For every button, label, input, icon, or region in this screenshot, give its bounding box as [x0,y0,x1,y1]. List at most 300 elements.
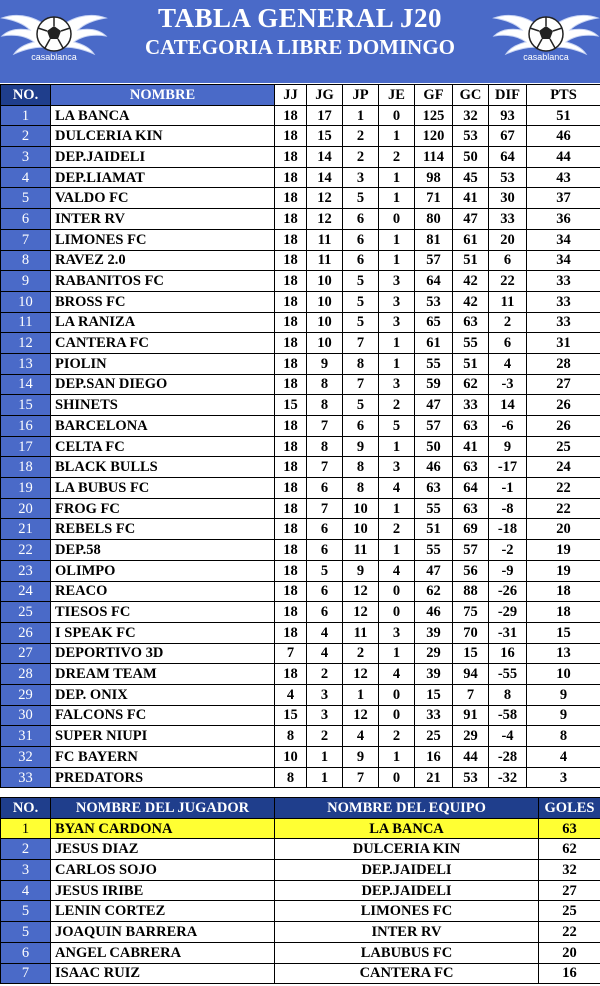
goals-for-cell: 53 [415,291,453,312]
won-cell: 14 [307,147,343,168]
won-cell: 9 [307,353,343,374]
goals-for-cell: 57 [415,250,453,271]
lost-cell: 7 [343,333,379,354]
won-cell: 11 [307,250,343,271]
points-cell: 22 [527,498,600,519]
lost-cell: 7 [343,374,379,395]
team-name-cell: CANTERA FC [275,963,539,984]
svg-text:casablanca: casablanca [523,52,569,62]
played-cell: 8 [275,726,307,747]
points-cell: 4 [527,747,600,768]
goal-diff-cell: 33 [489,209,527,230]
won-cell: 17 [307,105,343,126]
won-cell: 8 [307,374,343,395]
won-cell: 11 [307,229,343,250]
goals-cell: 32 [539,860,600,881]
table-row [1,705,600,726]
scorer-rank-cell: 7 [1,963,51,984]
goals-against-cell: 94 [453,664,489,685]
lost-cell: 2 [343,147,379,168]
played-cell: 18 [275,540,307,561]
lost-cell: 12 [343,664,379,685]
col-je: JE [379,85,415,106]
team-name-cell: VALDO FC [51,188,275,209]
table-row [1,963,600,984]
goals-for-cell: 39 [415,622,453,643]
won-cell: 8 [307,395,343,416]
table-row [1,860,600,881]
player-name-cell: LENIN CORTEZ [51,901,275,922]
goal-diff-cell: 16 [489,643,527,664]
goals-against-cell: 88 [453,581,489,602]
scorer-rank-cell: 3 [1,860,51,881]
player-name-cell: ANGEL CABRERA [51,942,275,963]
goals-for-cell: 55 [415,540,453,561]
scorer-rank-cell: 1 [1,818,51,839]
points-cell: 18 [527,602,600,623]
table-row [1,250,600,271]
goals-for-cell: 80 [415,209,453,230]
team-rank-cell: 31 [1,726,51,747]
lost-cell: 2 [343,126,379,147]
won-cell: 6 [307,602,343,623]
goal-diff-cell: -55 [489,664,527,685]
goal-diff-cell: -8 [489,498,527,519]
drawn-cell: 1 [379,126,415,147]
top-scorers-table [0,797,600,984]
goal-diff-cell: -6 [489,416,527,437]
team-name-cell: DEP.58 [51,540,275,561]
goals-against-cell: 7 [453,684,489,705]
won-cell: 3 [307,684,343,705]
won-cell: 10 [307,333,343,354]
lost-cell: 5 [343,395,379,416]
played-cell: 18 [275,167,307,188]
won-cell: 6 [307,478,343,499]
player-name-cell: JESUS DIAZ [51,839,275,860]
goal-diff-cell: 8 [489,684,527,705]
goals-against-cell: 29 [453,726,489,747]
goals-against-cell: 91 [453,705,489,726]
lost-cell: 6 [343,250,379,271]
goal-diff-cell: 20 [489,229,527,250]
won-cell: 6 [307,519,343,540]
won-cell: 4 [307,622,343,643]
goals-against-cell: 55 [453,333,489,354]
table-row [1,839,600,860]
goals-for-cell: 33 [415,705,453,726]
drawn-cell: 0 [379,684,415,705]
drawn-cell: 3 [379,312,415,333]
drawn-cell: 4 [379,664,415,685]
points-cell: 26 [527,395,600,416]
goals-cell: 16 [539,963,600,984]
goals-against-cell: 50 [453,147,489,168]
lost-cell: 9 [343,560,379,581]
goals-against-cell: 69 [453,519,489,540]
played-cell: 4 [275,684,307,705]
goals-against-cell: 44 [453,747,489,768]
played-cell: 18 [275,188,307,209]
table-row [1,622,600,643]
goal-diff-cell: -32 [489,767,527,788]
table-row [1,747,600,768]
scorer-rank-cell: 6 [1,942,51,963]
lost-cell: 6 [343,229,379,250]
played-cell: 18 [275,333,307,354]
table-row [1,333,600,354]
goals-for-cell: 16 [415,747,453,768]
goals-against-cell: 53 [453,767,489,788]
points-cell: 22 [527,478,600,499]
team-rank-cell: 9 [1,271,51,292]
team-rank-cell: 10 [1,291,51,312]
won-cell: 7 [307,457,343,478]
goal-diff-cell: -28 [489,747,527,768]
goals-against-cell: 70 [453,622,489,643]
won-cell: 10 [307,271,343,292]
team-name-cell: DULCERIA KIN [275,839,539,860]
goal-diff-cell: 93 [489,105,527,126]
scorers-header-row [1,798,600,819]
player-name-cell: JESUS IRIBE [51,880,275,901]
won-cell: 5 [307,560,343,581]
goals-against-cell: 64 [453,478,489,499]
lost-cell: 1 [343,105,379,126]
scorer-rank-cell: 2 [1,839,51,860]
team-rank-cell: 33 [1,767,51,788]
goals-against-cell: 42 [453,271,489,292]
lost-cell: 9 [343,747,379,768]
points-cell: 9 [527,684,600,705]
team-name-cell: DEPORTIVO 3D [51,643,275,664]
played-cell: 18 [275,664,307,685]
team-rank-cell: 24 [1,581,51,602]
soccer-ball-wings-logo-icon [0,4,108,72]
won-cell: 1 [307,767,343,788]
standings-header-row [1,85,600,106]
won-cell: 1 [307,747,343,768]
played-cell: 18 [275,602,307,623]
team-name-cell: DEP.JAIDELI [275,880,539,901]
drawn-cell: 2 [379,147,415,168]
team-rank-cell: 29 [1,684,51,705]
table-row [1,901,600,922]
col-player-name: NOMBRE DEL JUGADOR [51,798,275,819]
won-cell: 8 [307,436,343,457]
lost-cell: 5 [343,271,379,292]
lost-cell: 7 [343,767,379,788]
goals-against-cell: 56 [453,560,489,581]
goal-diff-cell: 14 [489,395,527,416]
goals-for-cell: 114 [415,147,453,168]
points-cell: 44 [527,147,600,168]
won-cell: 6 [307,581,343,602]
header-banner [0,0,600,83]
drawn-cell: 1 [379,188,415,209]
lost-cell: 10 [343,498,379,519]
table-row [1,271,600,292]
team-name-cell: DEP. ONIX [51,684,275,705]
points-cell: 43 [527,167,600,188]
goals-against-cell: 63 [453,416,489,437]
drawn-cell: 1 [379,436,415,457]
table-row [1,416,600,437]
table-row [1,726,600,747]
team-name-cell: FROG FC [51,498,275,519]
team-name-cell: RAVEZ 2.0 [51,250,275,271]
soccer-ball-wings-logo-icon [492,4,600,72]
goals-against-cell: 75 [453,602,489,623]
points-cell: 34 [527,250,600,271]
goals-against-cell: 63 [453,498,489,519]
goals-against-cell: 63 [453,312,489,333]
team-name-cell: FALCONS FC [51,705,275,726]
table-row [1,312,600,333]
goals-against-cell: 63 [453,457,489,478]
played-cell: 18 [275,209,307,230]
table-row [1,581,600,602]
points-cell: 15 [527,622,600,643]
col-no: NO. [1,85,51,106]
played-cell: 18 [275,312,307,333]
team-rank-cell: 16 [1,416,51,437]
table-row [1,291,600,312]
goals-against-cell: 61 [453,229,489,250]
played-cell: 15 [275,395,307,416]
table-row [1,457,600,478]
team-rank-cell: 8 [1,250,51,271]
goals-for-cell: 21 [415,767,453,788]
goal-diff-cell: -31 [489,622,527,643]
table-row [1,880,600,901]
team-rank-cell: 7 [1,229,51,250]
goals-for-cell: 25 [415,726,453,747]
team-rank-cell: 18 [1,457,51,478]
table-row [1,105,600,126]
won-cell: 7 [307,498,343,519]
played-cell: 18 [275,353,307,374]
drawn-cell: 0 [379,705,415,726]
drawn-cell: 1 [379,167,415,188]
drawn-cell: 3 [379,457,415,478]
goals-for-cell: 125 [415,105,453,126]
goals-for-cell: 47 [415,560,453,581]
points-cell: 18 [527,581,600,602]
team-name-cell: CANTERA FC [51,333,275,354]
team-name-cell: TIESOS FC [51,602,275,623]
points-cell: 26 [527,416,600,437]
goals-against-cell: 53 [453,126,489,147]
col-gf: GF [415,85,453,106]
team-rank-cell: 17 [1,436,51,457]
table-row [1,229,600,250]
table-row [1,498,600,519]
table-row [1,519,600,540]
played-cell: 7 [275,643,307,664]
played-cell: 18 [275,581,307,602]
won-cell: 2 [307,664,343,685]
points-cell: 9 [527,705,600,726]
goal-diff-cell: 53 [489,167,527,188]
team-name-cell: INTER RV [275,922,539,943]
team-rank-cell: 25 [1,602,51,623]
team-name-cell: BLACK BULLS [51,457,275,478]
goals-against-cell: 42 [453,291,489,312]
player-name-cell: CARLOS SOJO [51,860,275,881]
lost-cell: 6 [343,416,379,437]
team-name-cell: FC BAYERN [51,747,275,768]
goals-for-cell: 62 [415,581,453,602]
team-name-cell: BROSS FC [51,291,275,312]
played-cell: 18 [275,271,307,292]
goals-against-cell: 32 [453,105,489,126]
goal-diff-cell: 4 [489,353,527,374]
won-cell: 10 [307,291,343,312]
drawn-cell: 2 [379,726,415,747]
table-row [1,540,600,561]
lost-cell: 5 [343,312,379,333]
table-row [1,643,600,664]
team-rank-cell: 32 [1,747,51,768]
lost-cell: 3 [343,167,379,188]
team-name-cell: LABUBUS FC [275,942,539,963]
team-name-cell: DREAM TEAM [51,664,275,685]
points-cell: 3 [527,767,600,788]
team-name-cell: DEP.JAIDELI [275,860,539,881]
player-name-cell: JOAQUIN BARRERA [51,922,275,943]
won-cell: 10 [307,312,343,333]
drawn-cell: 3 [379,374,415,395]
goals-for-cell: 46 [415,602,453,623]
table-row [1,374,600,395]
col-pts: PTS [527,85,600,106]
goals-against-cell: 51 [453,250,489,271]
table-row [1,818,600,839]
scorer-rank-cell: 5 [1,901,51,922]
goal-diff-cell: -9 [489,560,527,581]
col-jg: JG [307,85,343,106]
played-cell: 18 [275,291,307,312]
goals-against-cell: 15 [453,643,489,664]
col-jp: JP [343,85,379,106]
points-cell: 33 [527,312,600,333]
drawn-cell: 1 [379,747,415,768]
lost-cell: 12 [343,705,379,726]
team-name-cell: RABANITOS FC [51,271,275,292]
team-rank-cell: 15 [1,395,51,416]
table-row [1,147,600,168]
lost-cell: 1 [343,684,379,705]
points-cell: 37 [527,188,600,209]
goals-against-cell: 51 [453,353,489,374]
points-cell: 36 [527,209,600,230]
drawn-cell: 5 [379,416,415,437]
table-row [1,188,600,209]
team-name-cell: BARCELONA [51,416,275,437]
played-cell: 18 [275,229,307,250]
goal-diff-cell: 64 [489,147,527,168]
drawn-cell: 4 [379,478,415,499]
won-cell: 6 [307,540,343,561]
team-rank-cell: 22 [1,540,51,561]
team-name-cell: DEP.JAIDELI [51,147,275,168]
team-rank-cell: 6 [1,209,51,230]
goals-for-cell: 29 [415,643,453,664]
team-rank-cell: 5 [1,188,51,209]
table-row [1,942,600,963]
lost-cell: 12 [343,602,379,623]
col-gc: GC [453,85,489,106]
team-name-cell: LA BANCA [275,818,539,839]
goal-diff-cell: -26 [489,581,527,602]
points-cell: 51 [527,105,600,126]
goal-diff-cell: 6 [489,333,527,354]
drawn-cell: 0 [379,105,415,126]
points-cell: 13 [527,643,600,664]
drawn-cell: 1 [379,250,415,271]
goals-cell: 63 [539,818,600,839]
goal-diff-cell: -2 [489,540,527,561]
won-cell: 4 [307,643,343,664]
played-cell: 8 [275,767,307,788]
table-row [1,395,600,416]
team-name-cell: PREDATORS [51,767,275,788]
played-cell: 18 [275,250,307,271]
goals-for-cell: 59 [415,374,453,395]
goals-against-cell: 47 [453,209,489,230]
played-cell: 18 [275,560,307,581]
drawn-cell: 1 [379,540,415,561]
goals-against-cell: 45 [453,167,489,188]
page-title: TABLA GENERAL J20 [157,3,443,33]
goals-cell: 25 [539,901,600,922]
goals-for-cell: 47 [415,395,453,416]
col-dif: DIF [489,85,527,106]
goals-for-cell: 51 [415,519,453,540]
drawn-cell: 2 [379,519,415,540]
goal-diff-cell: -4 [489,726,527,747]
drawn-cell: 0 [379,209,415,230]
team-rank-cell: 21 [1,519,51,540]
table-row [1,167,600,188]
team-rank-cell: 26 [1,622,51,643]
points-cell: 8 [527,726,600,747]
goal-diff-cell: -18 [489,519,527,540]
team-name-cell: I SPEAK FC [51,622,275,643]
team-name-cell: INTER RV [51,209,275,230]
team-rank-cell: 13 [1,353,51,374]
points-cell: 20 [527,519,600,540]
played-cell: 18 [275,126,307,147]
player-name-cell: BYAN CARDONA [51,818,275,839]
goal-diff-cell: -58 [489,705,527,726]
goals-for-cell: 46 [415,457,453,478]
drawn-cell: 1 [379,643,415,664]
goals-for-cell: 63 [415,478,453,499]
goals-against-cell: 41 [453,436,489,457]
played-cell: 18 [275,519,307,540]
team-rank-cell: 14 [1,374,51,395]
drawn-cell: 4 [379,560,415,581]
goals-cell: 20 [539,942,600,963]
points-cell: 10 [527,664,600,685]
team-name-cell: DEP.LIAMAT [51,167,275,188]
won-cell: 12 [307,188,343,209]
team-name-cell: LA BUBUS FC [51,478,275,499]
goals-against-cell: 41 [453,188,489,209]
goals-for-cell: 81 [415,229,453,250]
